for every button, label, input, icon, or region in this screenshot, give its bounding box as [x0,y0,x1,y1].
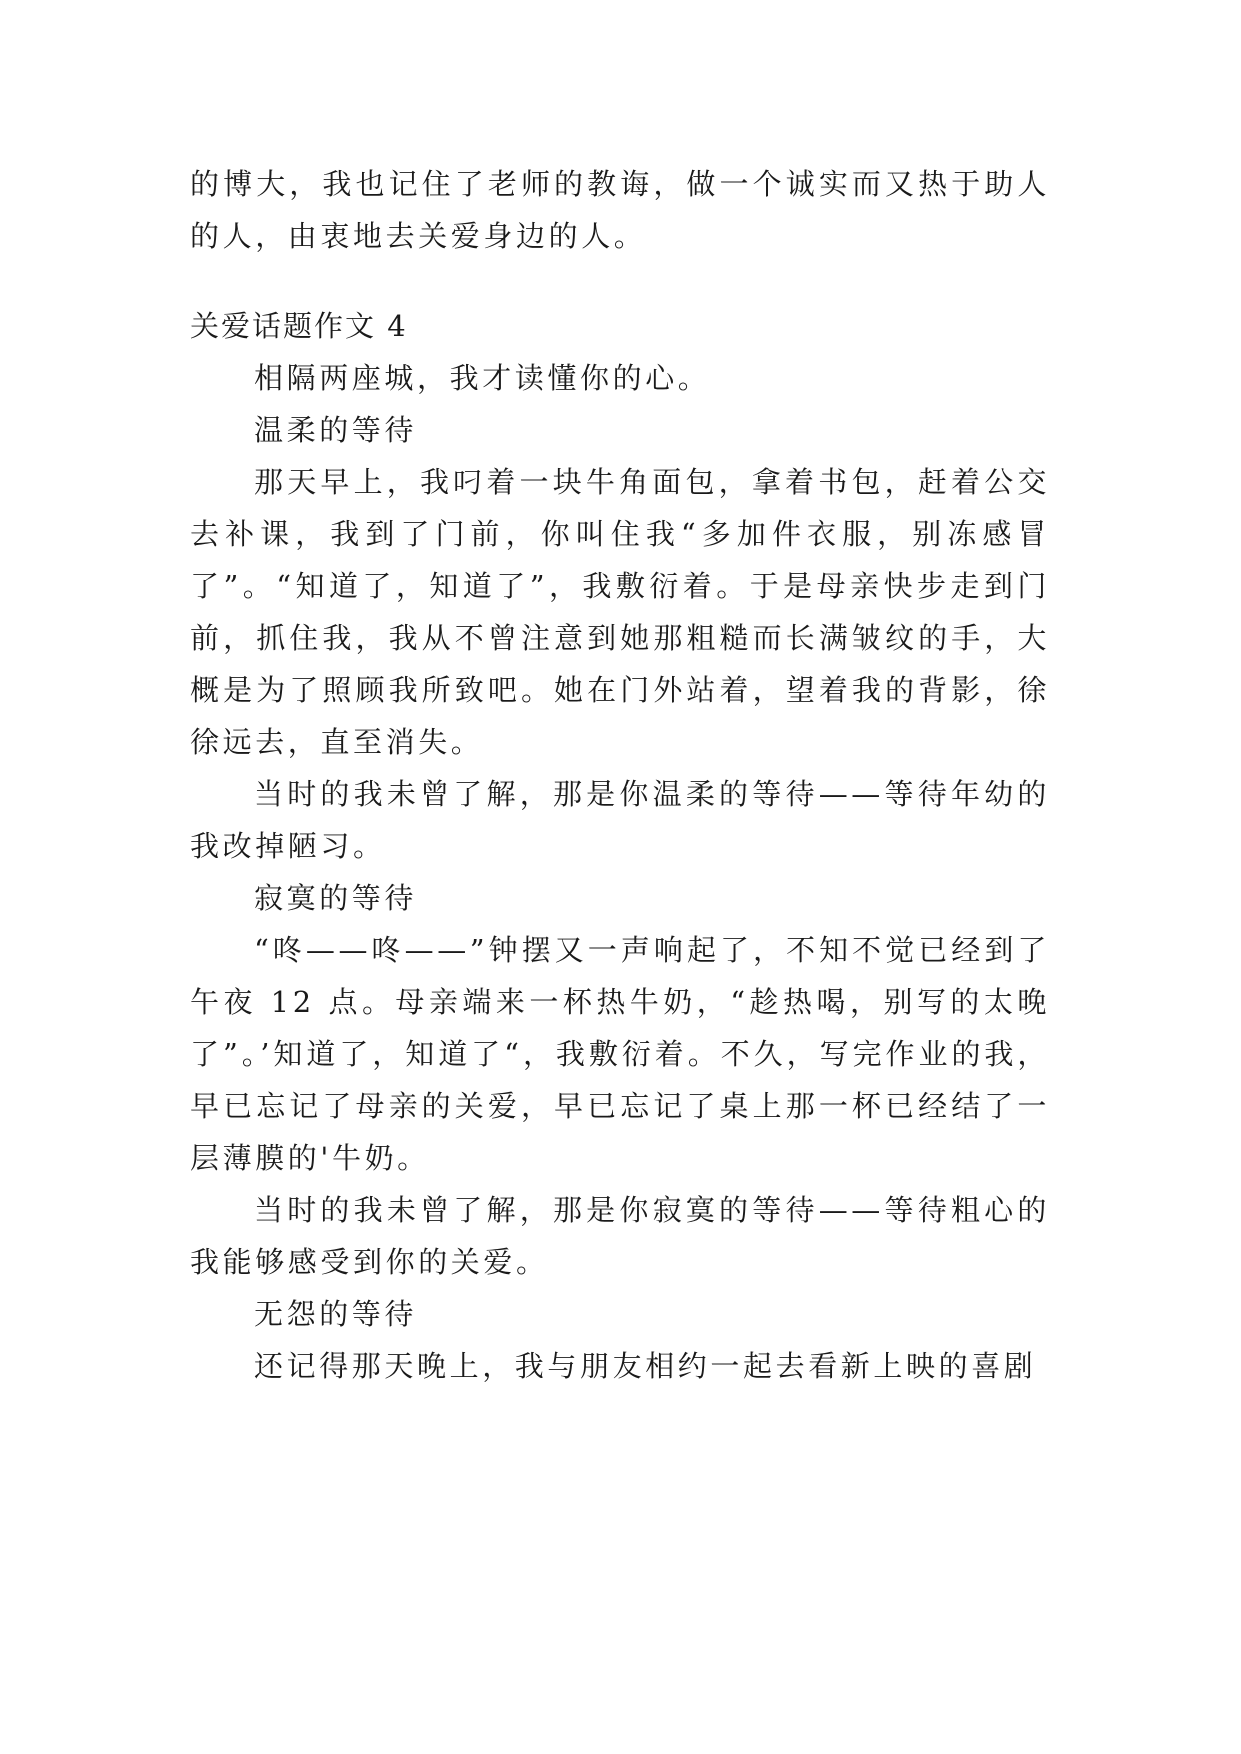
essay-title: 关爱话题作文 4 [190,309,408,343]
paragraph-morning: 那天早上，我叼着一块牛角面包，拿着书包，赶着公交去补课，我到了门前，你叫住我“多加件衣服，别冻感冒了”。“知道了，知道了”，我敷衍着。于是母亲快步走到门前，抓住我，我从不曾注意到她那粗糙而长满皱纹的手，大概是为了照顾我所致吧。她在门外站着，望着我的背影，徐徐远去，直至消失。 [190,465,1050,759]
section-heading-lonely-wait: 寂寞的等待 [254,881,418,915]
section-heading-gentle-wait: 温柔的等待 [254,413,418,447]
document-body [190,158,1050,1392]
paragraph-lonely-reflection: 当时的我未曾了解，那是你寂寞的等待——等待粗心的我能够感受到你的关爱。 [190,1193,1050,1279]
paragraph-midnight: “咚——咚——”钟摆又一声响起了，不知不觉已经到了午夜 12 点。母亲端来一杯热牛奶，“趁热喝，别写的太晚了”。’知道了，知道了“，我敷衍着。不久，写完作业的我，早已忘记了母亲的关爱，早已忘记了桌上那一杯已经结了一层薄膜的'牛奶。 [190,933,1050,1175]
paragraph-intro: 相隔两座城，我才读懂你的心。 [254,361,711,395]
continuation-paragraph: 的博大，我也记住了老师的教诲，做一个诚实而又热于助人的人，由衷地去关爱身边的人。 [190,167,1050,253]
paragraph-gentle-reflection: 当时的我未曾了解，那是你温柔的等待——等待年幼的我改掉陋习。 [190,777,1050,863]
section-heading-uncomplaining-wait: 无怨的等待 [254,1297,418,1331]
paragraph-evening: 还记得那天晚上，我与朋友相约一起去看新上映的喜剧 [254,1349,1037,1383]
